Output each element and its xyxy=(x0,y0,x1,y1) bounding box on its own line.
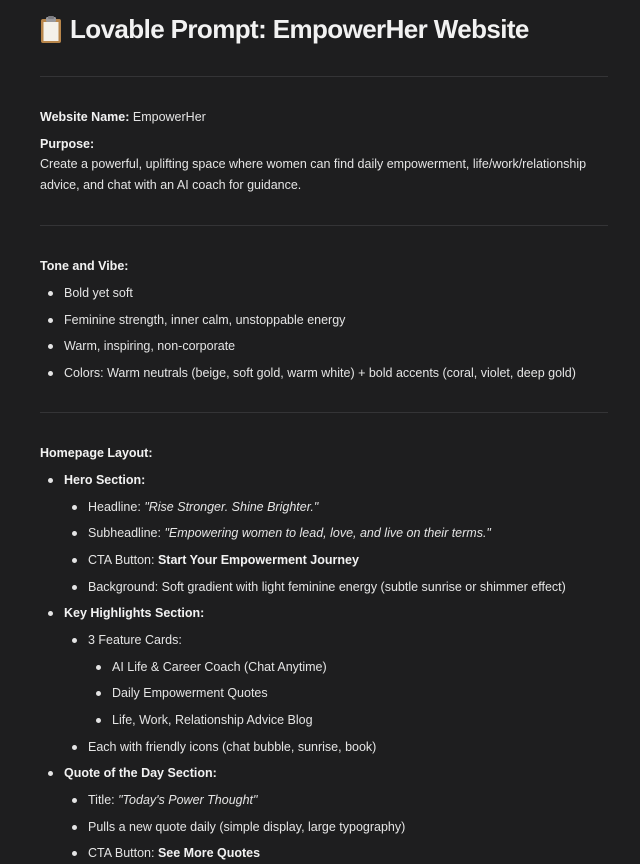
bullet-icon xyxy=(72,531,77,536)
bullet-icon xyxy=(72,745,77,750)
layout-heading: Homepage Layout: xyxy=(40,446,153,460)
divider xyxy=(40,412,608,413)
bullet-icon xyxy=(72,851,77,856)
list-item: Headline: "Rise Stronger. Shine Brighter." xyxy=(88,497,318,518)
bullet-icon xyxy=(72,798,77,803)
purpose-text: Create a powerful, uplifting space where women can find daily empowerment, life/work/relationship advice, and chat with an AI coach for guidance. xyxy=(40,157,587,192)
bullet-icon xyxy=(48,344,53,349)
hero-section-item: Hero Section: xyxy=(64,470,145,491)
tone-heading: Tone and Vibe: xyxy=(40,259,129,273)
list-item: Daily Empowerment Quotes xyxy=(112,683,268,704)
page-title-text: Lovable Prompt: EmpowerHer Website xyxy=(70,14,529,44)
bullet-icon xyxy=(72,825,77,830)
bullet-icon xyxy=(48,611,53,616)
list-item: CTA Button: See More Quotes xyxy=(88,843,260,864)
bullet-icon xyxy=(48,478,53,483)
list-item: AI Life & Career Coach (Chat Anytime) xyxy=(112,657,327,678)
quote-section-item: Quote of the Day Section: xyxy=(64,763,217,784)
page-title xyxy=(40,14,529,45)
highlights-section-item: Key Highlights Section: xyxy=(64,603,204,624)
website-name-value: EmpowerHer xyxy=(132,110,206,124)
bullet-icon xyxy=(72,638,77,643)
bullet-icon xyxy=(48,771,53,776)
website-name-line xyxy=(40,107,206,128)
list-item: Warm, inspiring, non-corporate xyxy=(64,336,235,357)
bullet-icon xyxy=(48,291,53,296)
list-item: Each with friendly icons (chat bubble, sunrise, book) xyxy=(88,737,376,758)
purpose-label: Purpose: xyxy=(40,137,95,151)
bullet-icon xyxy=(96,665,101,670)
list-item: Pulls a new quote daily (simple display, large typography) xyxy=(88,817,405,838)
bullet-icon xyxy=(96,718,101,723)
bullet-icon xyxy=(72,558,77,563)
bullet-icon xyxy=(48,371,53,376)
list-item: CTA Button: Start Your Empowerment Journey xyxy=(88,550,359,571)
list-item: Life, Work, Relationship Advice Blog xyxy=(112,710,313,731)
list-item: Subheadline: "Empowering women to lead, love, and live on their terms." xyxy=(88,523,491,544)
list-item: Feminine strength, inner calm, unstoppable energy xyxy=(64,310,345,331)
bullet-icon xyxy=(48,318,53,323)
list-item: 3 Feature Cards: xyxy=(88,630,182,651)
list-item: Colors: Warm neutrals (beige, soft gold, warm white) + bold accents (coral, violet, deep gold) xyxy=(64,363,576,384)
bullet-icon xyxy=(96,691,101,696)
website-name-label: Website Name: xyxy=(40,110,130,124)
bullet-icon xyxy=(72,585,77,590)
list-item: Bold yet soft xyxy=(64,283,133,304)
clipboard-icon xyxy=(40,16,62,44)
divider xyxy=(40,225,608,226)
list-item: Background: Soft gradient with light feminine energy (subtle sunrise or shimmer effect) xyxy=(88,577,566,598)
list-item: Title: "Today's Power Thought" xyxy=(88,790,257,811)
bullet-icon xyxy=(72,505,77,510)
divider xyxy=(40,76,608,77)
